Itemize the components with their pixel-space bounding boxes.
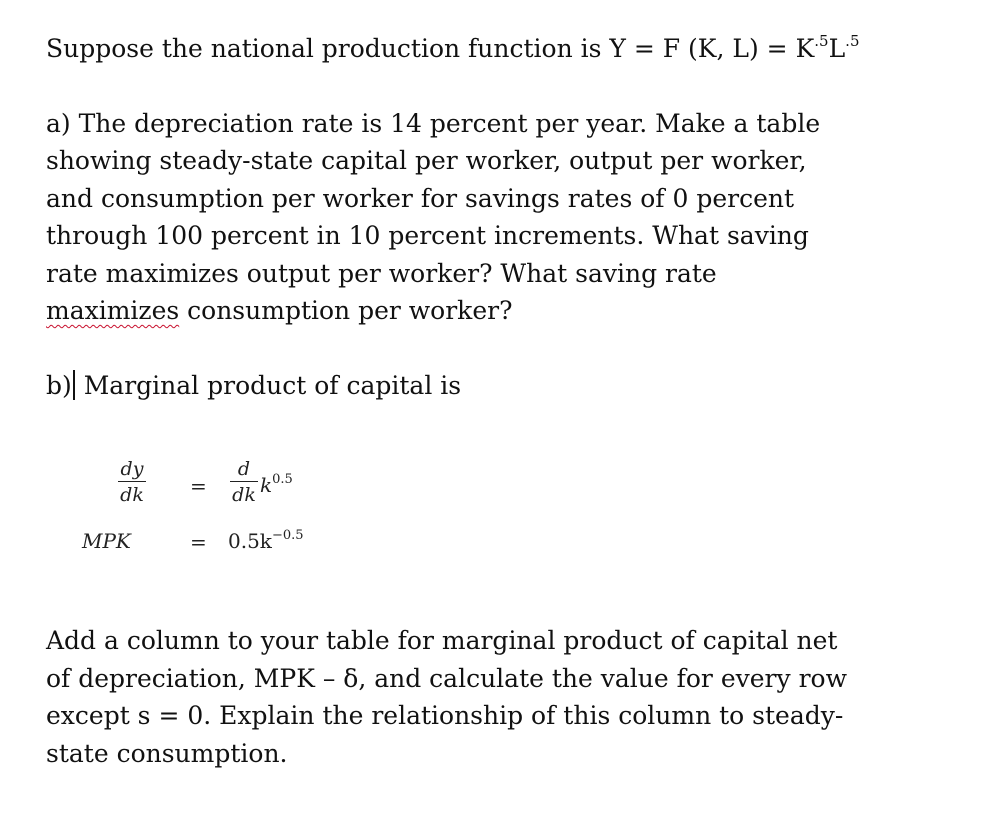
document-body: [46, 30, 946, 404]
d-dk-operator: [230, 458, 258, 506]
part-a-line-5: rate maximizes output per worker? What saving rate: [46, 258, 717, 288]
mpk-equation-image: [82, 458, 442, 568]
followup-line-1: Add a column to your table for marginal product of capital net: [46, 626, 838, 655]
fraction-denominator: dk: [120, 484, 144, 507]
fraction-numerator: dy: [120, 458, 144, 480]
part-a-paragraph: [46, 105, 946, 330]
part-b-text: Marginal product of capital is: [75, 370, 462, 400]
mpk-result-exponent: −0.5: [271, 528, 304, 543]
fraction-bar: [118, 481, 146, 482]
mpk-result-base: 0.5k: [228, 529, 272, 553]
equals-sign-1: =: [190, 474, 207, 498]
text-cursor: [73, 370, 75, 400]
operator-numerator: d: [237, 458, 251, 480]
part-b-label: b): [46, 370, 72, 400]
followup-line-2: of depreciation, MPK – δ, and calculate the value for every row: [46, 663, 847, 693]
mpk-result: [228, 530, 304, 552]
part-a-line-1: a) The depreciation rate is 14 percent per year. Make a table: [46, 108, 821, 138]
intro-text-l: L: [828, 34, 846, 63]
dy-dk-fraction: [118, 458, 146, 506]
k-power-term: [260, 474, 293, 496]
k-base: k: [260, 473, 273, 497]
intro-exponent-k: .5: [814, 32, 829, 50]
part-a-line-2: showing steady-state capital per worker, output per worker,: [46, 146, 807, 175]
intro-exponent-l: .5: [845, 32, 860, 50]
part-a-line-6: consumption per worker?: [179, 296, 513, 325]
k-exponent: 0.5: [272, 472, 293, 487]
intro-text: Suppose the national production function is Y = F (K, L) = K: [46, 34, 815, 63]
operator-bar: [230, 481, 258, 482]
followup-line-3: except s = 0. Explain the relationship of this column to steady-: [46, 701, 844, 730]
followup-paragraph: [46, 622, 946, 772]
intro-paragraph: [46, 30, 946, 68]
part-a-line-4: through 100 percent in 10 percent increments. What saving: [46, 221, 809, 250]
part-a-line-3: and consumption per worker for savings rates of 0 percent: [46, 183, 795, 213]
spellcheck-flagged-word[interactable]: maximizes: [46, 296, 180, 325]
operator-denominator: dk: [232, 484, 256, 507]
mpk-label: MPK: [82, 529, 131, 553]
followup-line-4: state consumption.: [46, 738, 288, 768]
part-b-paragraph: [46, 367, 946, 405]
equals-sign-2: =: [190, 530, 207, 554]
